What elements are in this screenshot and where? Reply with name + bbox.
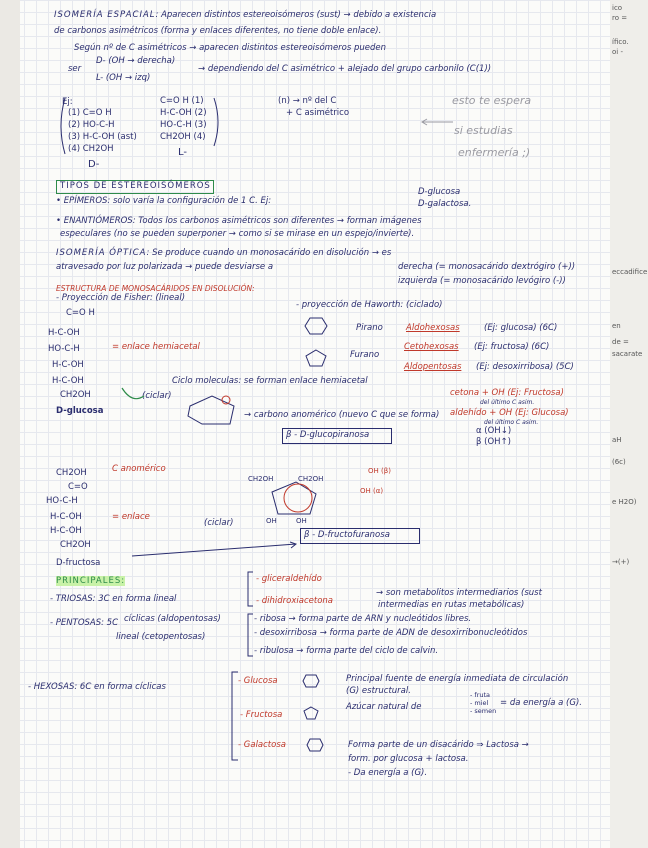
fisher-line: CH2OH (60, 390, 91, 400)
fructosa-name: D-fructosa (56, 558, 101, 568)
margin-note: sacarate (612, 350, 643, 358)
ciclo-line: Ciclo moleculas: se forman enlace hemiacetal (172, 376, 368, 386)
margin-note: de = (612, 338, 629, 346)
section-heading: ISOMERÍA ESPACIAL (54, 10, 156, 20)
triosa-note: → son metabolitos intermediarios (sust (376, 588, 542, 598)
margin-note: oi - (612, 48, 623, 56)
hexosas-label: - HEXOSAS: 6C en forma cíclicas (28, 682, 166, 692)
cetona-label: cetona + OH (Ej: Fructosa) (450, 388, 564, 398)
l-bracket (212, 96, 224, 148)
count-note: (n) → nº del C (278, 96, 337, 106)
fructose-line: CH2OH (60, 540, 91, 550)
fructofur-label: β - D-fructofuranosa (304, 530, 390, 540)
aldopent-example: (Ej: desoxirribosa) (5C) (476, 362, 574, 372)
l-line: L- (OH → izq) (96, 73, 151, 83)
fisher-line: H-C-OH (48, 328, 80, 338)
ring-label: OH (296, 517, 307, 525)
pencil-note: si estudias (454, 124, 513, 137)
cetohex-label: Cetohexosas (404, 342, 459, 352)
triosas-bracket (246, 570, 254, 608)
glucosa-desc: Principal fuente de energía inmediata de circulación (346, 674, 569, 684)
pentosas-bracket (246, 612, 254, 658)
aldohex-example: (Ej: glucosa) (6C) (484, 323, 558, 333)
margin-note: ico (612, 4, 623, 12)
epimeros-text: • EPÍMEROS: solo varía la configuración de 1 C. Ej: (56, 196, 272, 206)
d-structure-line: (1) C=O H (68, 108, 112, 118)
margin-note: en (612, 322, 621, 330)
hemiacetal-label: = enlace hemiacetal (112, 342, 200, 352)
anomerico-label: C anomérico (112, 464, 166, 474)
ribosa-line: - ribosa → forma parte de ARN y nucleótidos libres. (254, 614, 472, 624)
ring-label: OH (266, 517, 277, 525)
margin-note: eccadifice (612, 268, 648, 276)
epimeros-example: D-galactosa. (418, 199, 472, 209)
cetona-sub: del último C asim. (480, 399, 535, 406)
fisher-line: C=O H (66, 308, 95, 318)
ciclar-label: (ciclar) (142, 391, 172, 401)
arrow-icon (130, 540, 300, 560)
glucosa-name: D-glucosa (56, 406, 104, 416)
triosa-item: - dihidroxiacetona (256, 596, 333, 606)
glucosa-heading: - Glucosa (238, 676, 278, 686)
fisher-line: H-C-OH (52, 360, 84, 370)
aldehido-sub: del último C asim. (484, 419, 539, 426)
margin-note: ro = (612, 14, 628, 22)
fisher-title: - Proyección de Fisher: (lineal) (56, 293, 186, 303)
l-structure-line: H-C-OH (2) (160, 108, 207, 118)
section-title: TIPOS DE ESTEREOISÓMEROS (60, 181, 211, 191)
pyran-ring-icon (304, 316, 328, 336)
fructose-line: H-C-OH (50, 526, 82, 536)
fructose-line: HO-C-H (46, 496, 78, 506)
galactosa-desc: Forma parte de un disacárido ⇒ Lactosa → (348, 740, 529, 750)
ser-label: ser (68, 64, 82, 74)
d-line: D- (OH → derecha) (96, 56, 176, 66)
ring-label: OH (β) (368, 467, 391, 475)
fructosa-end: = da energía a (G). (500, 698, 582, 708)
glucosa-desc: (G) estructural. (346, 686, 411, 696)
principales-title: PRINCIPALES: (56, 576, 126, 586)
d-structure-line: (2) HO-C-H (68, 120, 115, 130)
triosa-item: - gliceraldehído (256, 574, 322, 584)
optica-text-2: atravesado por luz polarizada → puede desviarse a (56, 262, 274, 272)
ring-label: CH2OH (248, 475, 274, 483)
d-structure-line: (3) H-C-OH (ast) (68, 132, 137, 142)
pencil-note: enfermería ;) (458, 146, 531, 159)
galactosa-desc: form. por glucosa + lactosa. (348, 754, 469, 764)
optica-heading: ISOMERÍA ÓPTICA (56, 248, 147, 258)
pirano-label: Pirano (356, 323, 383, 333)
fructose-line: CH2OH (56, 468, 87, 478)
fructose-line: H-C-OH (50, 512, 82, 522)
aldohex-label: Aldohexosas (406, 323, 460, 333)
carbono-anomerico: → carbono anomérico (nuevo C que se forma) (244, 410, 440, 420)
haworth-title: - proyección de Haworth: (ciclado) (296, 300, 443, 310)
cetohex-example: (Ej: fructosa) (6C) (474, 342, 550, 352)
depend-line: → dependiendo del C asimétrico + alejado del grupo carbonilo (C(1)) (198, 64, 492, 74)
margin-note: ífico. (612, 38, 629, 46)
ring-label: CH2OH (298, 475, 324, 483)
intro-text-2: de carbonos asimétricos (forma y enlaces diferentes, no tiene doble enlace). (54, 26, 382, 36)
intro-text: : Aparecen distintos estereoisómeros (sust) → debido a existencia (155, 10, 437, 20)
desoxi-line: - desoxirribosa → forma parte de ADN de desoxirribonucleótidos (254, 628, 528, 638)
number-line: Según nº de C asimétricos → aparecen distintos estereoisómeros pueden (74, 43, 387, 53)
fructose-line: C=O (68, 482, 88, 492)
l-name: L- (178, 147, 188, 158)
right-margin (610, 0, 648, 848)
ring-label: OH (α) (360, 487, 384, 495)
margin-note: aH (612, 436, 622, 444)
fisher-line: H-C-OH (52, 376, 84, 386)
triosa-note: intermedias en rutas metabólicas) (378, 600, 525, 610)
optica-right: derecha (= monosacárido dextrógiro (+)) (398, 262, 576, 272)
furan-ring-icon (304, 348, 328, 368)
enlace-label: = enlace (112, 512, 150, 522)
fisher-line: HO-C-H (48, 344, 80, 354)
arrow-icon (420, 118, 454, 126)
alpha-label: α (OH↓) (476, 426, 512, 436)
d-bracket (55, 96, 67, 156)
l-structure-line: CH2OH (4) (160, 132, 206, 142)
beta-label: β (OH↑) (476, 437, 511, 447)
pentosas-label: - PENTOSAS: 5C (50, 618, 119, 628)
fructosa-list: - semen (470, 707, 497, 715)
pencil-note: esto te espera (452, 94, 532, 107)
enantiomeros-text-2: especulares (no se pueden superponer → como si se mirase en un espejo/invierte). (60, 229, 415, 239)
galactosa-desc: - Da energía a (G). (348, 768, 428, 778)
pentosas-b: lineal (cetopentosas) (116, 632, 206, 642)
pyran-ring-icon (302, 674, 320, 688)
d-name: D- (88, 159, 100, 170)
l-structure-line: C=O H (1) (160, 96, 204, 106)
fructosa-heading: - Fructosa (240, 710, 283, 720)
epimeros-example: D-glucosa (418, 187, 461, 197)
pyran-ring-icon (306, 738, 324, 752)
margin-note: (6c) (612, 458, 626, 466)
aldehido-label: aldehído + OH (Ej: Glucosa) (450, 408, 569, 418)
ribulosa-line: - ribulosa → forma parte del ciclo de calvin. (254, 646, 439, 656)
fructosa-list: - miel (470, 699, 489, 707)
triosas-label: - TRIOSAS: 3C en forma lineal (50, 594, 177, 604)
aldopent-label: Aldopentosas (404, 362, 462, 372)
hexosas-bracket (230, 670, 240, 762)
galactosa-heading: - Galactosa (238, 740, 286, 750)
glucose-ring-icon (180, 388, 244, 436)
structure-title: ESTRUCTURA DE MONOSACÁRIDOS EN DISOLUCIÓN: (56, 284, 255, 293)
optica-left: izquierda (= monosacárido levógiro (-)) (398, 276, 566, 286)
furan-ring-icon (302, 706, 320, 720)
ciclar-label-2: (ciclar) (204, 518, 234, 528)
d-structure-line: (4) CH2OH (68, 144, 114, 154)
margin-note: →(+) (612, 558, 630, 566)
pentosas-a: cíclicas (aldopentosas) (124, 614, 221, 624)
count-note-2: + C asimétrico (286, 108, 350, 118)
margin-note: e H2O) (612, 498, 637, 506)
fructosa-desc: Azúcar natural de (346, 702, 422, 712)
optica-text: : Se produce cuando un monosacárido en disolución → es (146, 248, 392, 258)
l-structure-line: HO-C-H (3) (160, 120, 207, 130)
enantiomeros-text: • ENANTIÓMEROS: Todos los carbonos asimétricos son diferentes → forman imágenes (56, 216, 422, 226)
fructosa-list: - fruta (470, 691, 491, 699)
left-margin (0, 0, 20, 848)
glucopyr-label: β - D-glucopiranosa (286, 430, 370, 440)
example-label: Ej: (62, 97, 73, 107)
furano-label: Furano (350, 350, 380, 360)
green-arrow-icon (120, 386, 146, 402)
